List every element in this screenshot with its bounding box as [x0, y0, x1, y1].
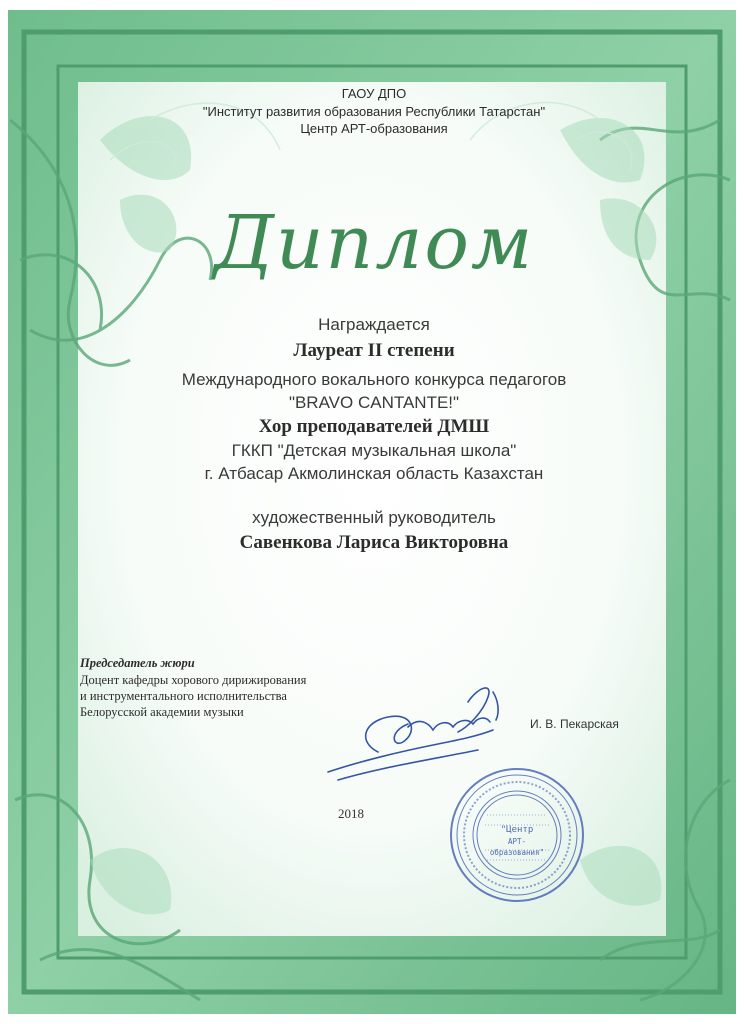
contest-line-2: "BRAVO CANTANTE!": [288, 393, 460, 412]
team-name: Хор преподавателей ДМШ: [258, 416, 490, 437]
year: 2018: [338, 806, 364, 821]
header-line-1: ГАОУ ДПО: [341, 86, 407, 101]
stamp-center-line-2: АРТ-образования": [489, 837, 545, 857]
contest-line-1: Международного вокального конкурса педагогов: [181, 370, 567, 389]
jury-chair-name: И. В. Пекарская: [530, 717, 619, 731]
jury-title: Председатель жюри: [80, 656, 195, 670]
diploma-title: Диплом: [213, 200, 535, 286]
jury-line-1: Доцент кафедры хорового дирижирования: [80, 673, 307, 687]
jury-line-3: Белорусской академии музыки: [80, 705, 244, 719]
place-title: Лауреат II степени: [293, 340, 455, 361]
awarded-label: Награждается: [318, 315, 430, 334]
jury-line-2: и инструментального исполнительства: [80, 689, 287, 703]
leader-label: художественный руководитель: [252, 508, 496, 527]
leader-name: Савенкова Лариса Викторовна: [239, 532, 509, 553]
organization-name: ГККП "Детская музыкальная школа": [231, 441, 517, 460]
organization-stamp: [447, 765, 587, 905]
stamp-center-line-1: "Центр: [500, 825, 534, 835]
header-line-2: "Институт развития образования Республики Татарстан": [202, 104, 546, 119]
header-line-3: Центр АРТ-образования: [300, 121, 448, 136]
location: г. Атбасар Акмолинская область Казахстан: [204, 464, 544, 483]
